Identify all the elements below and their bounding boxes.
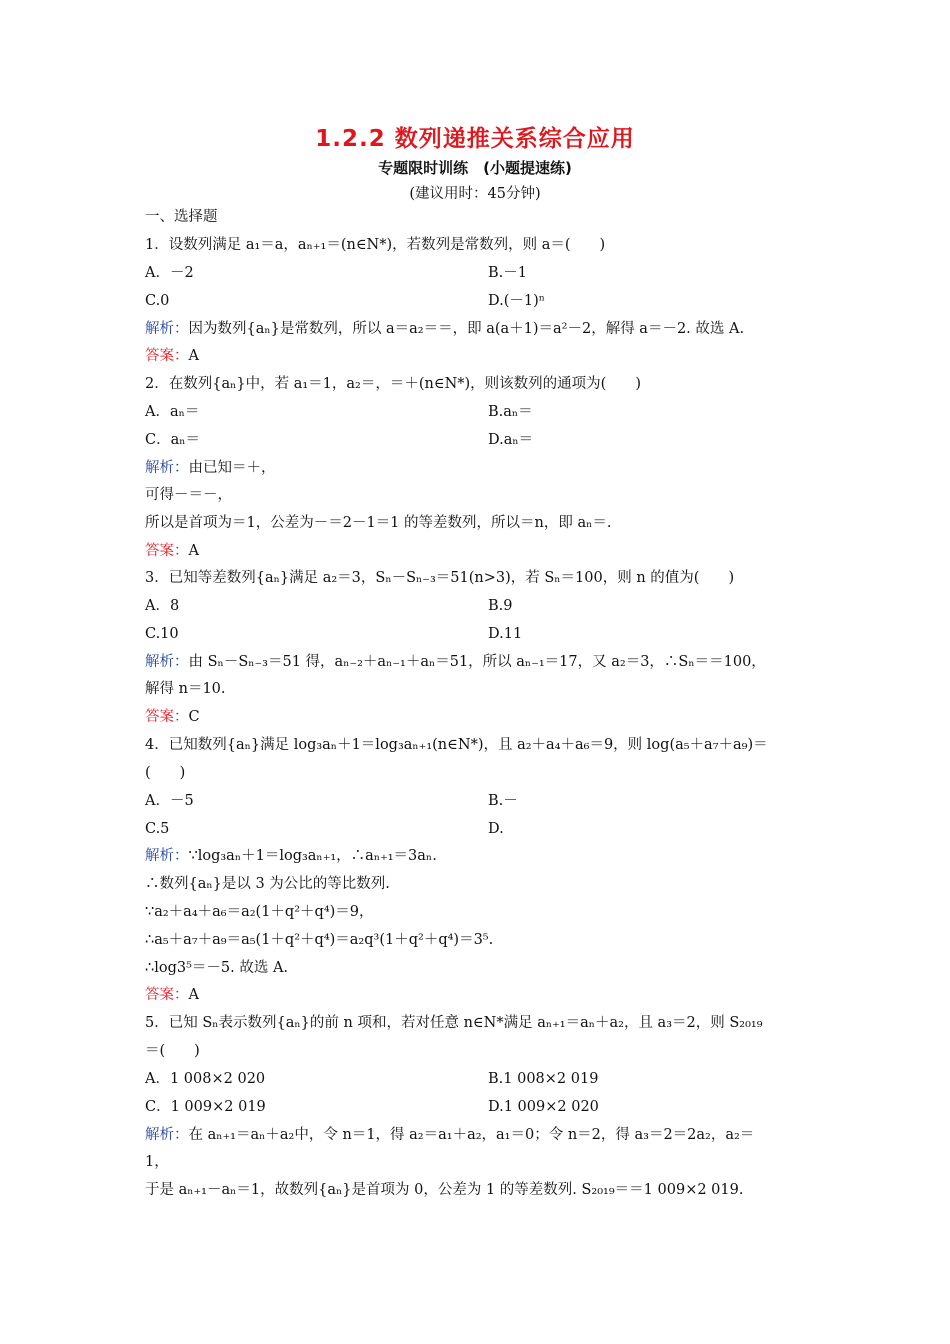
q1-answer xyxy=(145,346,199,366)
analysis-label: 解析： xyxy=(145,460,189,476)
q4-analysis-text-2: ∴数列{aₙ}是以 3 为公比的等比数列. xyxy=(145,876,390,892)
analysis-label: 解析： xyxy=(145,654,189,670)
q4-option-d: D. xyxy=(488,821,504,837)
q1-option-c: C.0 xyxy=(145,293,170,309)
q5-analysis xyxy=(145,1125,754,1145)
q3-analysis xyxy=(145,652,766,672)
q2-analysis-text-2: 可得－＝－， xyxy=(145,487,232,503)
q3-stem: 3．已知等差数列{aₙ}满足 a₂＝3，Sₙ－Sₙ₋₃＝51(n>3)，若 Sₙ＝100，则 n 的值为( ) xyxy=(145,570,735,586)
q4-answer xyxy=(145,985,199,1005)
q2-option-b: B.aₙ＝ xyxy=(488,404,533,420)
q4-answer-value: A xyxy=(188,987,199,1003)
q3-analysis-text-1: 由 Sₙ－Sₙ₋₃＝51 得，aₙ₋₂＋aₙ₋₁＋aₙ＝51，所以 aₙ₋₁＝17，又 a₂＝3，∴Sₙ＝＝100， xyxy=(188,654,766,670)
q4-analysis-text-4: ∴a₅＋a₇＋a₉＝a₅(1＋q²＋q⁴)＝a₂q³(1＋q²＋q⁴)＝3⁵. xyxy=(145,932,494,948)
q1-option-a: A．－2 xyxy=(145,265,194,281)
q1-analysis xyxy=(145,319,744,339)
q2-option-c: C．aₙ＝ xyxy=(145,432,201,448)
section-heading: 一、选择题 xyxy=(145,209,218,225)
q3-option-c: C.10 xyxy=(145,626,179,642)
q4-option-a: A．－5 xyxy=(145,793,194,809)
q2-answer-value: A xyxy=(188,543,199,559)
q5-stem-2: ＝( ) xyxy=(145,1043,200,1059)
q1-stem: 1．设数列满足 a₁＝a，aₙ₊₁＝(n∈N*)，若数列是常数列，则 a＝( ) xyxy=(145,237,606,253)
q2-option-d: D.aₙ＝ xyxy=(488,432,534,448)
q3-option-d: D.11 xyxy=(488,626,523,642)
q4-option-c: C.5 xyxy=(145,821,170,837)
q4-analysis-text-3: ∵a₂＋a₄＋a₆＝a₂(1＋q²＋q⁴)＝9， xyxy=(145,904,374,920)
analysis-label: 解析： xyxy=(145,848,189,864)
q5-stem-1: 5．已知 Sₙ表示数列{aₙ}的前 n 项和，若对任意 n∈N*满足 aₙ₊₁＝aₙ＋a₂，且 a₃＝2，则 S₂₀₁₉ xyxy=(145,1015,763,1031)
q1-option-d: D.(－1)ⁿ xyxy=(488,293,546,309)
q5-analysis-text-1: 在 aₙ₊₁＝aₙ＋a₂中，令 n＝1，得 a₂＝a₁＋a₂，a₁＝0；令 n＝2，得 a₃＝2＝2a₂，a₂＝ xyxy=(188,1127,755,1143)
q3-answer-value: C xyxy=(188,709,200,725)
q5-option-c: C．1 009×2 019 xyxy=(145,1099,266,1115)
q5-option-d: D.1 009×2 020 xyxy=(488,1099,599,1115)
answer-label: 答案： xyxy=(145,348,189,364)
answer-label: 答案： xyxy=(145,709,189,725)
time-note: (建议用时：45分钟) xyxy=(409,186,541,202)
q4-stem-2: ( ) xyxy=(145,765,186,781)
q5-option-a: A．1 008×2 020 xyxy=(145,1071,266,1087)
q3-analysis-text-2: 解得 n＝10. xyxy=(145,681,226,697)
q2-answer xyxy=(145,541,199,561)
q2-analysis xyxy=(145,458,276,478)
q3-option-b: B.9 xyxy=(488,598,513,614)
q1-answer-value: A xyxy=(188,348,199,364)
q3-option-a: A．8 xyxy=(145,598,180,614)
q2-stem: 2．在数列{aₙ}中，若 a₁＝1，a₂＝，＝＋(n∈N*)，则该数列的通项为( ) xyxy=(145,376,641,392)
q4-stem-1: 4．已知数列{aₙ}满足 log₃aₙ＋1＝log₃aₙ₊₁(n∈N*)，且 a₂＋a₄＋a₆＝9，则 log(a₅＋a₇＋a₉)＝ xyxy=(145,737,768,753)
answer-label: 答案： xyxy=(145,543,189,559)
q1-option-b: B.－1 xyxy=(488,265,527,281)
q1-analysis-text: 因为数列{aₙ}是常数列，所以 a＝a₂＝＝，即 a(a＋1)＝a²－2，解得 a＝－2. 故选 A. xyxy=(188,321,745,337)
q4-option-b: B.－ xyxy=(488,793,518,809)
q3-answer xyxy=(145,707,200,727)
analysis-label: 解析： xyxy=(145,1127,189,1143)
q4-analysis-text-5: ∴log3⁵＝－5. 故选 A. xyxy=(145,960,289,976)
page-subtitle: 专题限时训练 (小题提速练) xyxy=(378,159,572,177)
analysis-label: 解析： xyxy=(145,321,189,337)
q2-analysis-text-1: 由已知＝＋， xyxy=(188,460,276,476)
q5-analysis-text-2: 1， xyxy=(145,1154,169,1170)
q4-analysis xyxy=(145,846,437,866)
q4-analysis-text-1: ∵log₃aₙ＋1＝log₃aₙ₊₁，∴aₙ₊₁＝3aₙ. xyxy=(188,848,437,864)
q2-analysis-text-3: 所以是首项为＝1，公差为－＝2－1＝1 的等差数列，所以＝n，即 aₙ＝. xyxy=(145,515,612,531)
q5-option-b: B.1 008×2 019 xyxy=(488,1071,599,1087)
q5-analysis-text-3: 于是 aₙ₊₁－aₙ＝1，故数列{aₙ}是首项为 0，公差为 1 的等差数列. S₂₀₁₉＝＝1 009×2 019. xyxy=(145,1182,744,1198)
page-title: 1.2.2 数列递推关系综合应用 xyxy=(315,126,635,152)
answer-label: 答案： xyxy=(145,987,189,1003)
q2-option-a: A．aₙ＝ xyxy=(145,404,200,420)
